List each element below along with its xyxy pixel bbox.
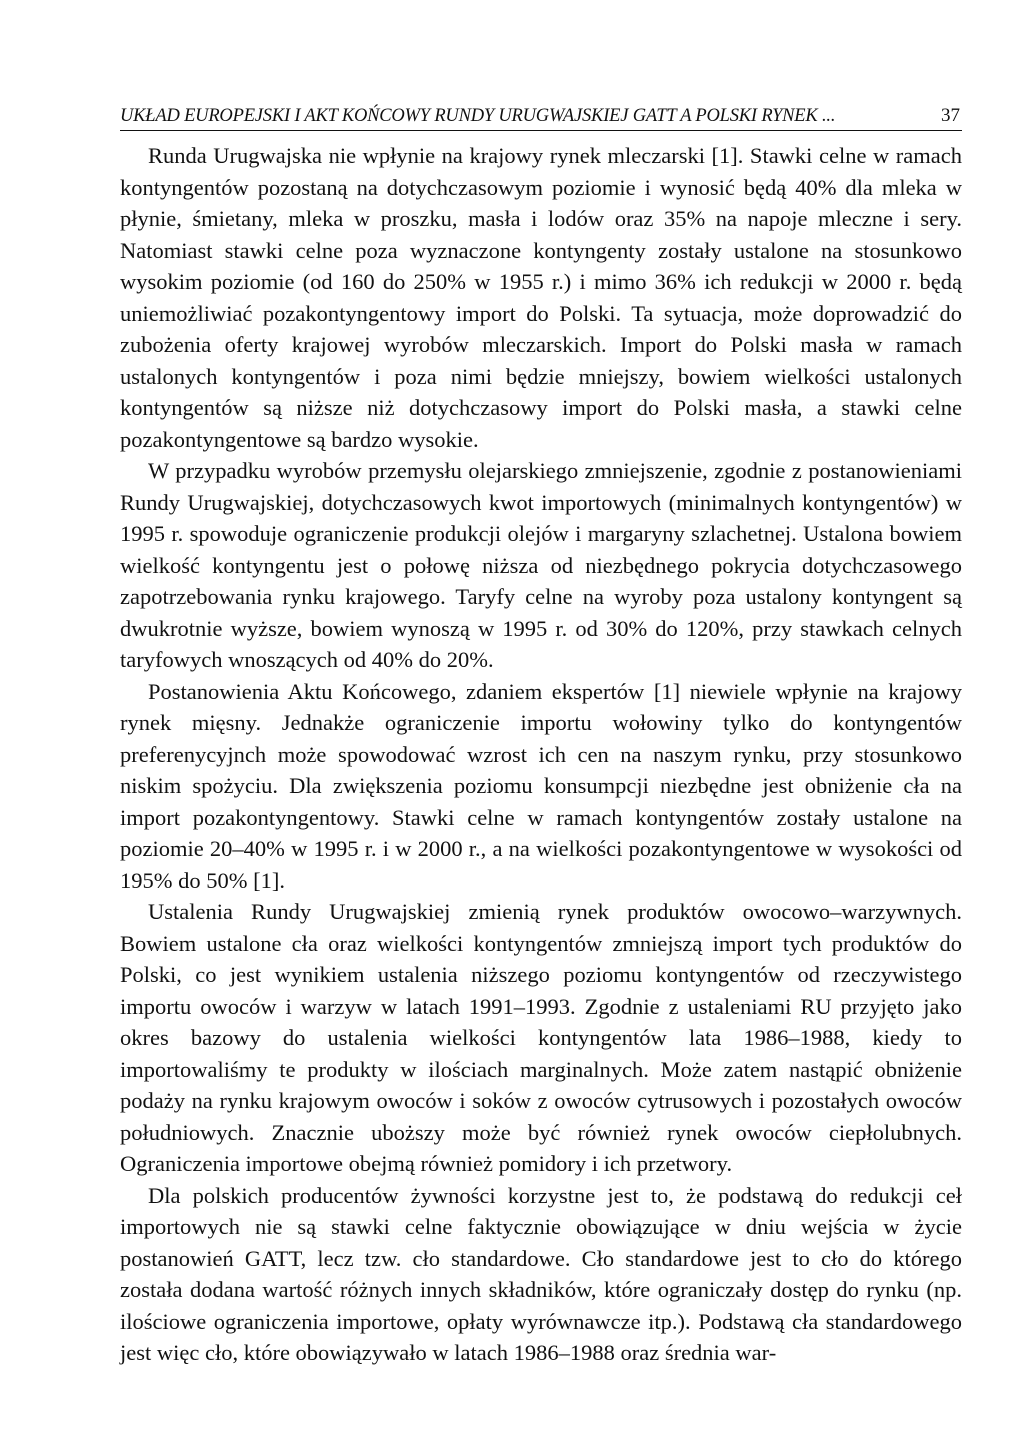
page-number: 37: [941, 105, 960, 126]
paragraph-dairy-market: Runda Urugwajska nie wpłynie na krajowy rynek mleczarski [1]. Stawki celne w ramach kontyngentów pozostaną na dotychczasowym poziomie i wynosić będą 40% dla mleka w płynie, śmietany, mleka w proszku, masła i lodów oraz 35% na napoje mleczne i sery. Natomiast stawki celne poza wyznaczone kontyngenty zostały ustalone na stosunkowo wysokim poziomie (od 160 do 250% w 1955 r.) i mimo 36% ich redukcji w 2000 r. będą uniemożliwiać pozakontyngentowy import do Polski. Ta sytuacja, może doprowadzić do zubożenia oferty krajowej wyrobów mleczarskich. Import do Polski masła w ramach ustalonych kontyngentów i poza nimi będzie mniejszy, bowiem wielkości ustalonych kontyngentów są niższe niż dotychczasowy import do Polski masła, a stawki celne pozakontyngentowe są bardzo wysokie.: [120, 143, 962, 452]
body-text: [120, 140, 962, 1369]
paragraph-fruit-vegetable-market: Ustalenia Rundy Urugwajskiej zmienią rynek produktów owocowo–warzywnych. Bowiem ustalone cła oraz wielkości kontyngentów zmniejszą import tych produktów do Polski, co jest wynikiem ustalenia niższego poziomu kontyngentów od rzeczywistego importu owoców i warzyw w latach 1991–1993. Zgodnie z ustaleniami RU przyjęto jako okres bazowy do ustalenia wielkości kontyngentów lata 1986–1988, kiedy to importowaliśmy te produkty w ilościach marginalnych. Może zatem nastąpić obniżenie podaży na rynku krajowym owoców i soków z owoców cytrusowych i pozostałych owoców południowych. Znacznie uboższy może być również rynek owoców ciepłolubnych. Ograniczenia importowe obejmą również pomidory i ich przetwory.: [120, 899, 962, 1176]
paragraph-meat-market: Postanowienia Aktu Końcowego, zdaniem ekspertów [1] niewiele wpłynie na krajowy rynek mięsny. Jednakże ograniczenie importu wołowiny tylko do kontyngentów preferenycyjnch może spowodować wzrost ich cen na naszym rynku, przy stosunkowo niskim spożyciu. Dla zwiększenia poziomu konsumpcji niezbędne jest obniżenie cła na import pozakontyngentowy. Stawki celne w ramach kontyngentów zostały ustalone na poziomie 20–40% w 1995 r. i w 2000 r., a na wielkości pozakontyngentowe w wysokości od 195% do 50% [1].: [120, 678, 962, 893]
paragraph-oil-industry: W przypadku wyrobów przemysłu olejarskiego zmniejszenie, zgodnie z postanowieniami Rundy Urugwajskiej, dotychczasowych kwot importowych (minimalnych kontyngentów) w 1995 r. spowoduje ograniczenie produkcji olejów i margaryny szlachetnej. Ustalona bowiem wielkość kontyngentu jest o połowę niższa od niezbędnego pokrycia dotychczasowego zapotrzebowania rynku krajowego. Taryfy celne na wyroby poza ustalony kontyngent są dwukrotnie wyższe, bowiem wynoszą w 1995 r. od 30% do 120%, przy stawkach celnych taryfowych wnoszących od 40% do 20%.: [120, 458, 962, 672]
running-title: UKŁAD EUROPEJSKI I AKT KOŃCOWY RUNDY URUGWAJSKIEJ GATT A POLSKI RYNEK ...: [120, 106, 836, 126]
paragraph-standard-duty: Dla polskich producentów żywności korzystne jest to, że podstawą do redukcji ceł importowych nie są stawki celne faktycznie obowiązujące w dniu wejścia w życie postanowień GATT, lecz tzw. cło standardowe. Cło standardowe jest to cło do którego została dodana wartość różnych innych składników, które ograniczały dostęp do rynku (np. ilościowe ograniczenia importowe, opłaty wyrównawcze itp.). Podstawą cła standardowego jest więc cło, które obowiązywało w latach 1986–1988 oraz średnia war-: [120, 1182, 962, 1365]
running-header: [120, 100, 962, 131]
